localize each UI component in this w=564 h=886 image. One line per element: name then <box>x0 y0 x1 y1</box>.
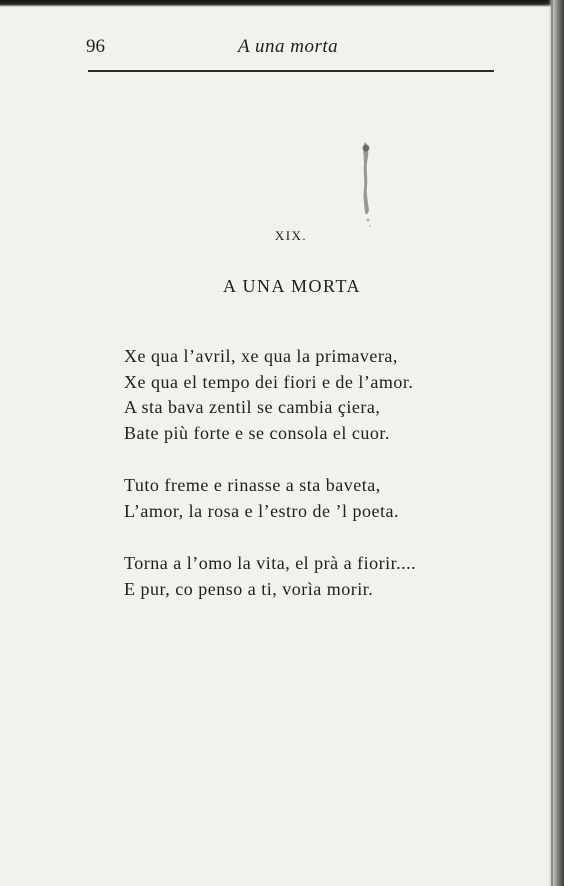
verse-line: Tuto freme e rinasse a sta baveta, <box>124 475 381 495</box>
section-number: XIX. <box>274 228 308 243</box>
verse-line: Bate più forte e se consola el cuor. <box>124 422 390 443</box>
verse-line: Xe qua l’avril, xe qua la primavera, <box>124 346 398 366</box>
verse-line: Xe qua el tempo dei fiori e de l’amor. <box>124 371 414 392</box>
page-header <box>86 34 496 64</box>
stanza-2 <box>124 473 484 524</box>
stanza-3 <box>124 551 484 602</box>
verse-line: L’amor, la rosa e l’estro de ’l poeta. <box>124 500 400 521</box>
verse-line: Torna a l’omo la vita, el prà a fiorir.... <box>124 553 417 573</box>
page-top-edge <box>0 0 564 7</box>
page-binding-line <box>551 0 553 886</box>
ink-smudge-icon <box>356 140 376 230</box>
running-title: A una morta <box>238 36 339 57</box>
poem-body <box>124 344 484 602</box>
header-rule <box>88 70 494 72</box>
verse-line: E pur, co penso a ti, vorìa morir. <box>124 578 374 599</box>
verse-line: A sta bava zentil se cambia çiera, <box>124 397 381 417</box>
stanza-1 <box>124 344 484 446</box>
page-number: 96 <box>86 36 105 57</box>
poem-title: A UNA MORTA <box>223 276 361 296</box>
